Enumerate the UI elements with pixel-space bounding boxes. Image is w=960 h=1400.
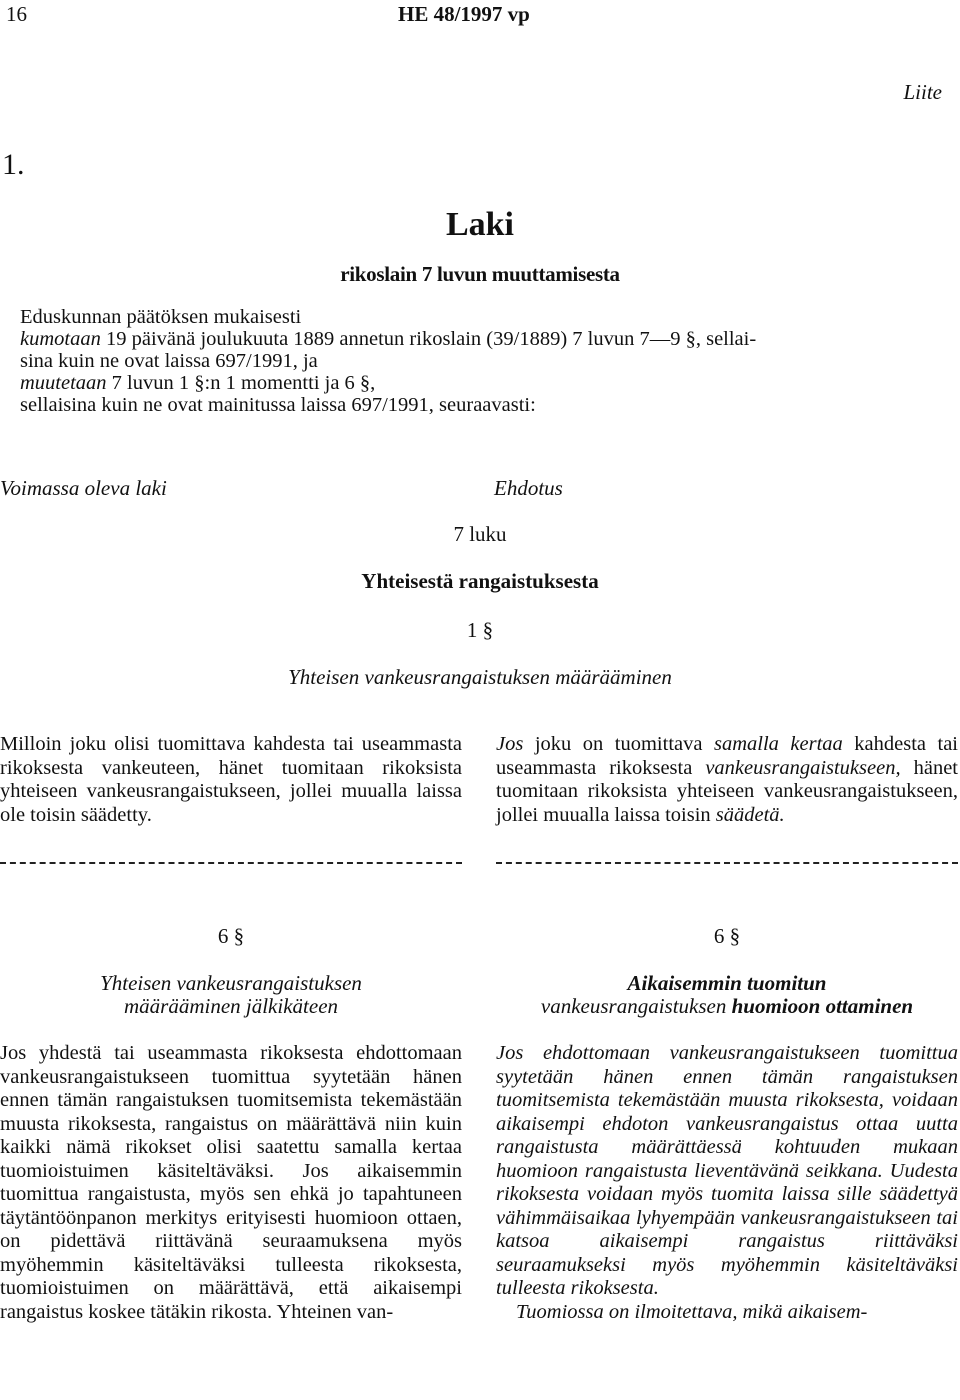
section-1-samalla-kertaa: samalla kertaa: [713, 733, 843, 755]
preamble-muutetaan: muutetaan: [20, 372, 107, 394]
section-1-title: Yhteisen vankeusrangaistuksen määrääminen: [288, 665, 672, 689]
section-6-current-number: 6 §: [217, 924, 245, 948]
section-1-proposal-text: [496, 733, 958, 827]
section-1-saadeta: säädetä.: [715, 803, 785, 826]
section-6-proposal-title-line-2: [496, 995, 958, 1018]
proposal-heading: Ehdotus: [494, 476, 563, 500]
preamble-line-4: [20, 372, 945, 394]
section-1-text-a: joku on tuomittava: [523, 733, 714, 755]
preamble-line-3: sina kuin ne ovat laissa 697/1991, ja: [20, 350, 318, 372]
section-6-current-title: [0, 972, 462, 1018]
page-number: 16: [6, 2, 27, 26]
section-1-text-b: kahdesta tai useammasta rikoksesta: [496, 733, 959, 779]
preamble-line-1: Eduskunnan päätöksen mukaisesti: [20, 306, 302, 328]
preamble-kumotaan: kumotaan: [20, 328, 101, 350]
chapter-title: Yhteisestä rangaistuksesta: [361, 569, 599, 593]
section-6-proposal-number: 6 §: [713, 924, 741, 948]
preamble-line-2-text: 19 päivänä joulukuuta 1889 annetun rikoslain (39/1889) 7 luvun 7—9 §, sellai-: [100, 328, 757, 350]
section-1-current-paragraph: Milloin joku olisi tuomittava kahdesta tai useammasta rikoksesta vankeuteen, hänet tuomitaan rikoksista yhteiseen vankeusrangaistukseen, jollei muualla laissa ole toisin säädetty.: [0, 733, 462, 826]
section-6-proposal-title: [496, 972, 958, 1018]
section-6-proposal-paragraph-1: Jos ehdottomaan vankeusrangaistukseen tuomittua syytetään hänen ennen tämän rangaistuksen tuomitsemista tekemästään muusta rikoksesta, voidaan aikaisempi ehdoton vankeusrangaistus ottaa uutta rangaistusta määrättäessä kohtuuden mukaan huomioon rangaistusta lieventävänä seikkana. Uudesta rikoksesta voidaan myös tuomita laissa sille säädettyä vähimmäisaikaa lyhyempään vankeusrangaistukseen tai katsoa aikaisempi rangaistus riittäväksi seuraamukseksi myös myöhemmin käsiteltäväksi tulleesta rikoksesta.: [496, 1042, 958, 1299]
preamble-line-5: sellaisina kuin ne ovat mainitussa laissa 697/1991, seuraavasti:: [20, 394, 536, 416]
omission-line-left: [0, 862, 462, 864]
section-6-proposal-title-2b: huomioon ottaminen: [731, 994, 914, 1018]
document-id: HE 48/1997 vp: [398, 2, 530, 26]
law-title: Laki: [445, 206, 515, 243]
omission-line-right: [496, 862, 958, 864]
law-number: 1.: [2, 148, 25, 181]
section-6-proposal-title-line-1: Aikaisemmin tuomitun: [627, 971, 827, 995]
appendix-label: Liite: [903, 80, 942, 104]
section-6-proposal-text: [496, 1042, 958, 1324]
section-1-number: 1 §: [466, 618, 494, 642]
section-6-proposal-paragraph-2: Tuomiossa on ilmoitettava, mikä aikaisem-: [516, 1300, 868, 1323]
section-1-current-text: [0, 733, 462, 827]
preamble-line-2: [20, 328, 945, 350]
section-1-vankeusrangaistukseen: vankeusrangaistukseen,: [705, 756, 901, 779]
preamble-line-4-text: 7 luvun 1 §:n 1 momentti ja 6 §,: [106, 372, 376, 394]
chapter-number: 7 luku: [453, 522, 507, 546]
section-1-jos: Jos: [496, 733, 524, 755]
section-1-proposal-paragraph: [496, 733, 958, 827]
law-subtitle: rikoslain 7 luvun muuttamisesta: [340, 262, 620, 286]
section-1-text-c: hänet tuomitaan rikoksista yhteiseen vankeusrangaistukseen, jollei muualla laissa toisin: [496, 756, 958, 826]
section-6-current-text: [0, 1042, 462, 1324]
section-6-current-title-line-2: määrääminen jälkikäteen: [123, 994, 339, 1018]
section-6-current-title-line-1: Yhteisen vankeusrangaistuksen: [100, 971, 362, 995]
current-law-heading: Voimassa oleva laki: [0, 476, 167, 500]
section-6-proposal-title-2a: vankeusrangaistuksen: [540, 994, 727, 1018]
preamble: [20, 306, 945, 416]
section-6-current-paragraph: Jos yhdestä tai useammasta rikoksesta ehdottomaan vankeusrangaistukseen tuomittua syytetään hänen ennen tämän rangaistuksen tuomitsemista tekemästään muusta rikoksesta, rangaistus on määrättävä niin kuin kaikki nämä rikokset olisi saatettu samalla kertaa tuomioistuimen käsiteltäväksi. Jos aikaisemmin tuomittua rangaistusta, myös sen ehkä jo tapahtuneen täytäntöönpanon merkitys erityisesti huomioon ottaen, on pidettävä riittävänä seuraamuksena myös myöhemmin käsiteltäväksi tulleesta rikoksesta, tuomioistuimen on määrättävä, että aikaisempi rangaistus koskee tätäkin rikosta. Yhteinen van-: [0, 1042, 462, 1323]
